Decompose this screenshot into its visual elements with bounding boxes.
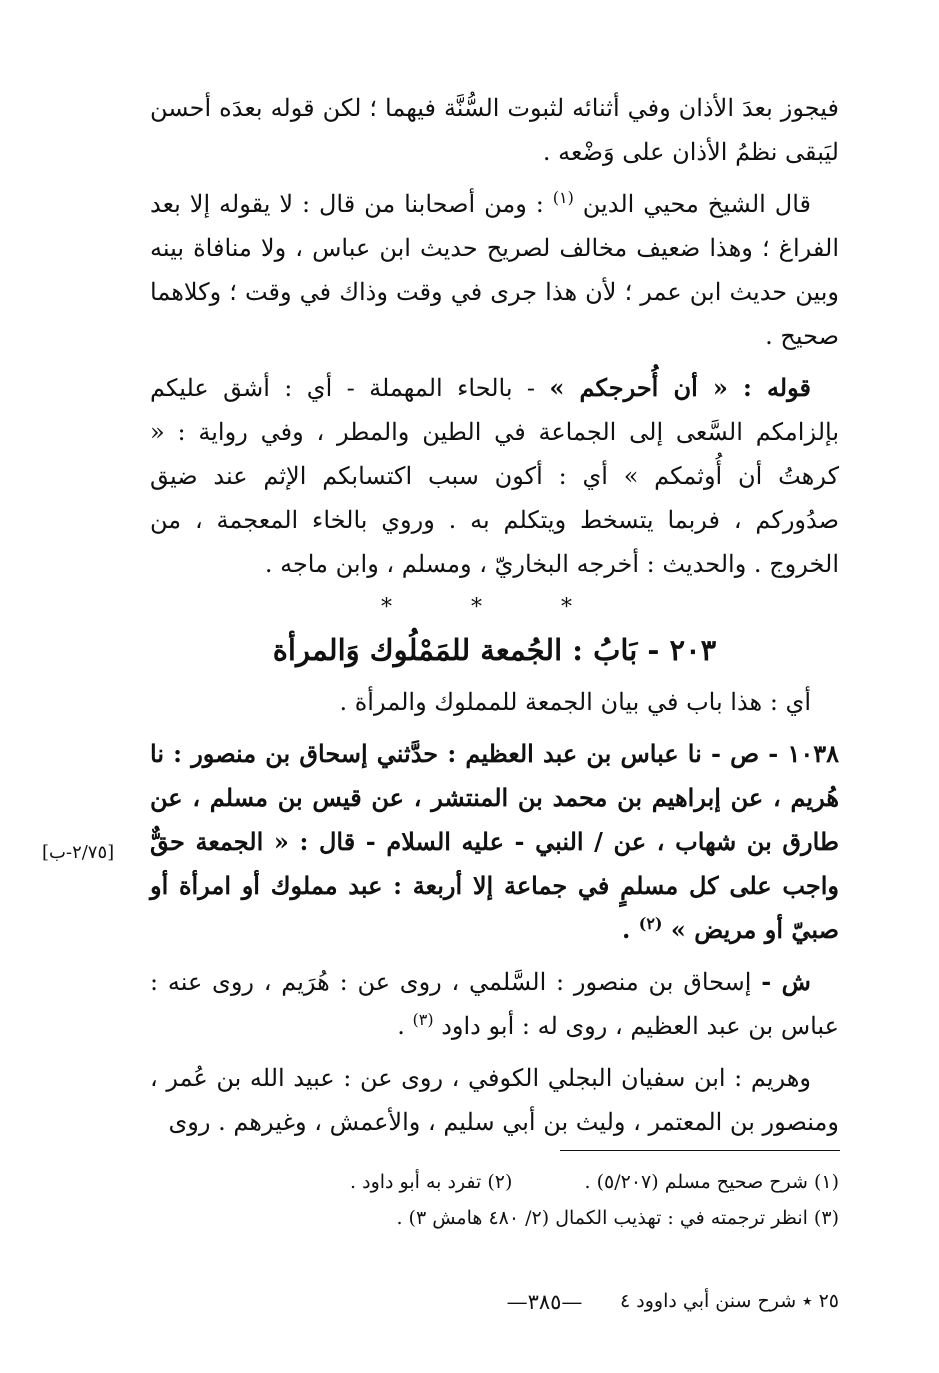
margin-manuscript-note: [٢/٧٥-ب]	[42, 842, 115, 863]
hadith-body: ١٠٣٨ - ص - نا عباس بن عبد العظيم : حدَّثني إسحاق بن منصور : نا هُريم ، عن إبراهيم بن محمد بن المنتشر ، عن قيس بن مسلم ، عن طارق بن شهاب ، عن / النبي - عليه السلام - قال : « الجمعة حقٌّ واجب على كل مسلمٍ في جماعة إلا أربعة : عبد مملوك أو امرأة أو صبيّ أو مريض »	[150, 739, 839, 944]
paragraph-2-rest: : ومن أصحابنا من قال : لا يقوله إلا بعد الفراغ ؛ وهذا ضعيف مخالف لصريح حديث ابن عباس ، ولا منافاة بينه وبين حديث ابن عمر ؛ لأن هذا جرى في وقت وذاك في وقت ؛ وكلاهما صحيح .	[150, 190, 839, 350]
section-separator: * * *	[381, 595, 608, 620]
commentary-2: وهريم : ابن سفيان البجلي الكوفي ، روى عن : عبيد الله بن عُمر ، ومنصور بن المعتمر ، وليث بن أبي سليم ، والأعمش ، وغيرهم . روى	[150, 1064, 839, 1136]
commentary-1	[150, 960, 839, 1048]
footnote-2: (٢) تفرد به أبو داود .	[350, 1171, 513, 1193]
footnotes	[150, 1164, 839, 1236]
paragraph-3	[150, 366, 839, 586]
paragraph-3-lead: قوله : « أن أُحرجكم »	[549, 373, 811, 402]
chapter-title: ٢٠٣ - بَابُ : الجُمعة للمَمْلُوك وَالمرأة	[272, 633, 717, 667]
paragraph-3-body: - بالحاء المهملة - أي : أشق عليكم بإلزامكم السَّعى إلى الجماعة في الطين والمطر ، وفي رواية : « كرهتُ أن أُوثمكم » أي : أكون سبب اكتسابكم الإثم عند ضيق صدُوركم ، فربما يتسخط ويتكلم به . وروي بالخاء المعجمة ، من الخروج . والحديث : أخرجه البخاريّ ، ومسلم ، وابن ماجه .	[150, 374, 839, 578]
paragraph-1: فيجوز بعدَ الأذان وفي أثنائه لثبوت السُّنَّة فيهما ؛ لكن قوله بعدَه أحسن ليَبقى نظمُ الأذان على وَضْعه .	[150, 94, 839, 166]
footnote-row-2	[150, 1200, 839, 1236]
footnote-ref-1: (١)	[552, 188, 574, 207]
page-number: —٣٨٥—	[506, 1290, 583, 1314]
footer-signature: ٢٥ ٭ شرح سنن أبي داوود ٤	[620, 1290, 839, 1312]
hadith-text	[150, 732, 839, 952]
footnote-ref-3: (٣)	[412, 1010, 434, 1029]
hadith-end: .	[622, 915, 631, 944]
footnote-row-1	[150, 1164, 839, 1200]
footnote-ref-2: (٢)	[638, 914, 663, 933]
footnote-divider	[560, 1150, 840, 1151]
paragraph-2	[150, 182, 839, 358]
footnote-1: (١) شرح صحيح مسلم (٥/٢٠٧) .	[584, 1171, 839, 1193]
footnote-3: (٣) انظر ترجمته في : تهذيب الكمال (٢/ ٤٨٠ هامش ٣) .	[396, 1207, 839, 1229]
commentary-1-body: إسحاق بن منصور : السَّلمي ، روى عن : هُرَيم ، روى عنه : عباس بن عبد العظيم ، روى له : أبو داود	[150, 968, 839, 1040]
commentary-lead: ش -	[761, 967, 811, 996]
chapter-intro: أي : هذا باب في بيان الجمعة للمملوك والمرأة .	[339, 688, 811, 716]
page-body	[150, 86, 839, 1152]
page-footer	[150, 1290, 839, 1330]
paragraph-2-start: قال الشيخ محيي الدين	[582, 190, 811, 218]
commentary-1-end: .	[397, 1012, 405, 1040]
